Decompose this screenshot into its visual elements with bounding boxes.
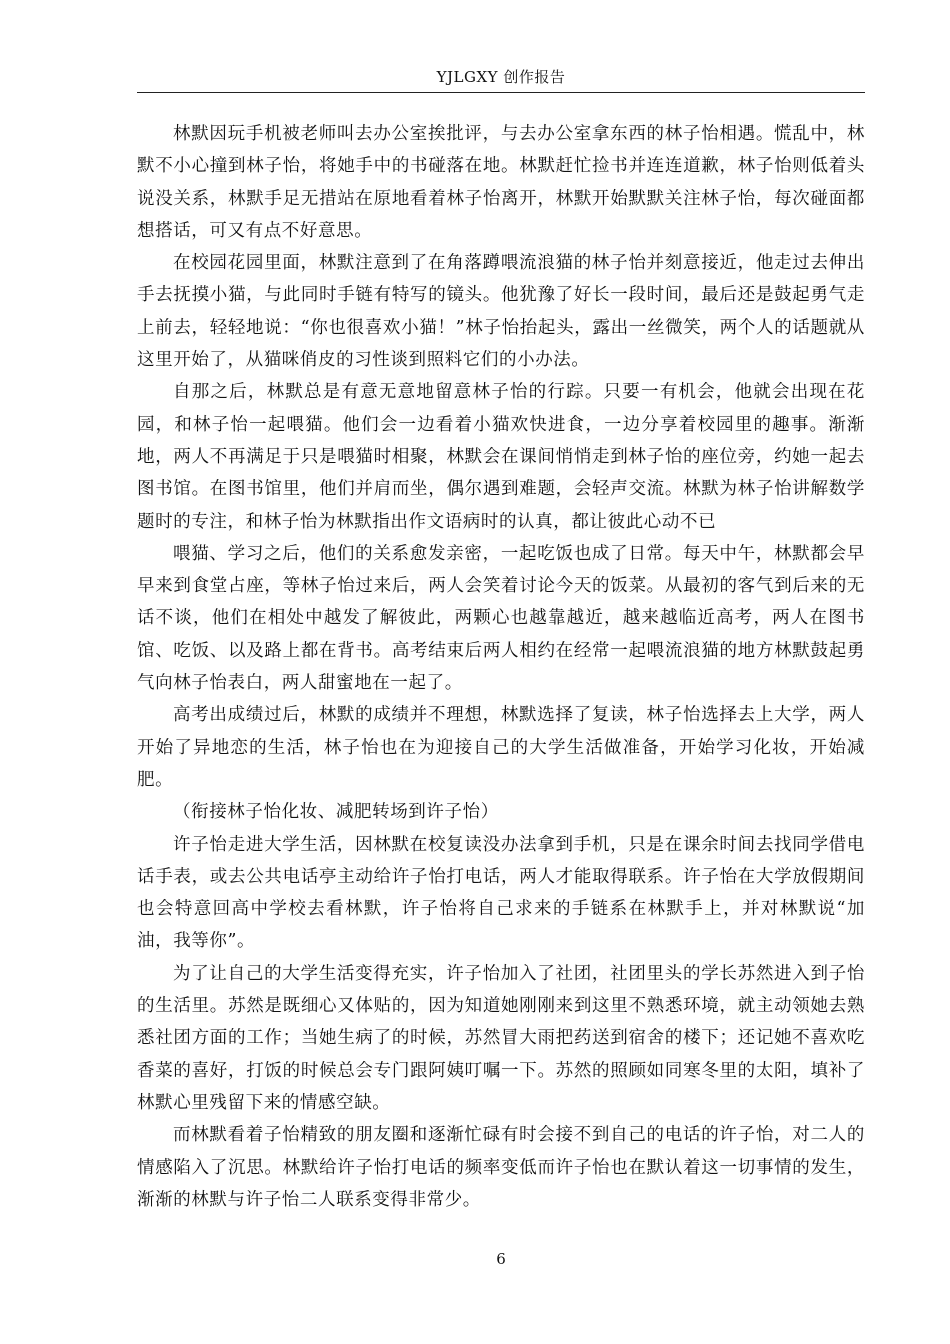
header-divider [137, 92, 865, 93]
paragraph-6: 许子怡走进大学生活，因林默在校复读没办法拿到手机，只是在课余时间去找同学借电话手表，或去公共电话亭主动给许子怡打电话，两人才能取得联系。许子怡在大学放假期间也会特意回高中学校去看林默，许子怡将自己求来的手链系在林默手上，并对林默说“加油，我等你”。 [137, 834, 865, 952]
transition-note: （衔接林子怡化妆、减肥转场到许子怡） [173, 802, 499, 823]
paragraph-5: 高考出成绩过后，林默的成绩并不理想，林默选择了复读，林子怡选择去上大学，两人开始了异地恋的生活，林子怡也在为迎接自己的大学生活做准备，开始学习化妆，开始减肥。 [137, 705, 865, 790]
paragraph-1: 林默因玩手机被老师叫去办公室挨批评，与去办公室拿东西的林子怡相遇。慌乱中，林默不小心撞到林子怡，将她手中的书碰落在地。林默赶忙捡书并连连道歉，林子怡则低着头说没关系，林默手足无措站在原地看着林子怡离开，林默开始默默关注林子怡，每次碰面都想搭话，可又有点不好意思。 [137, 124, 865, 241]
paragraph-3: 自那之后，林默总是有意无意地留意林子怡的行踪。只要一有机会，他就会出现在花园，和林子怡一起喂猫。他们会一边看着小猫欢快进食，一边分享着校园里的趣事。渐渐地，两人不再满足于只是喂猫时相聚，林默会在课间悄悄走到林子怡的座位旁，约她一起去图书馆。在图书馆里，他们并肩而坐，偶尔遇到难题，会轻声交流。林默为林子怡讲解数学题时的专注，和林子怡为林默指出作文语病时的认真，都让彼此心动不已 [137, 382, 865, 532]
document-body [137, 118, 865, 1216]
page-number: 6 [496, 1250, 506, 1268]
page-header: YJLGXY 创作报告 [436, 68, 566, 86]
paragraph-2: 在校园花园里面，林默注意到了在角落蹲喂流浪猫的林子怡并刻意接近，他走过去伸出手去抚摸小猫，与此同时手链有特写的镜头。他犹豫了好长一段时间，最后还是鼓起勇气走上前去，轻轻地说：“你也很喜欢小猫！”林子怡抬起头，露出一丝微笑，两个人的话题就从这里开始了，从猫咪俏皮的习性谈到照料它们的小办法。 [137, 253, 865, 371]
paragraph-4: 喂猫、学习之后，他们的关系愈发亲密，一起吃饭也成了日常。每天中午，林默都会早早来到食堂占座，等林子怡过来后，两人会笑着讨论今天的饭菜。从最初的客气到后来的无话不谈，他们在相处中越发了解彼此，两颗心也越靠越近，越来越临近高考，两人在图书馆、吃饭、以及路上都在背书。高考结束后两人相约在经常一起喂流浪猫的地方林默鼓起勇气向林子怡表白，两人甜蜜地在一起了。 [137, 543, 865, 694]
paragraph-7: 为了让自己的大学生活变得充实，许子怡加入了社团，社团里头的学长苏然进入到子怡的生活里。苏然是既细心又体贴的，因为知道她刚刚来到这里不熟悉环境，就主动领她去熟悉社团方面的工作；当她生病了的时候，苏然冒大雨把药送到宿舍的楼下；还记她不喜欢吃香菜的喜好，打饭的时候总会专门跟阿姨叮嘱一下。苏然的照顾如同寒冬里的太阳，填补了林默心里残留下来的情感空缺。 [137, 963, 865, 1113]
paragraph-8: 而林默看着子怡精致的朋友圈和逐渐忙碌有时会接不到自己的电话的许子怡，对二人的情感陷入了沉思。林默给许子怡打电话的频率变低而许子怡也在默认着这一切事情的发生，渐渐的林默与许子怡二人联系变得非常少。 [137, 1125, 865, 1210]
